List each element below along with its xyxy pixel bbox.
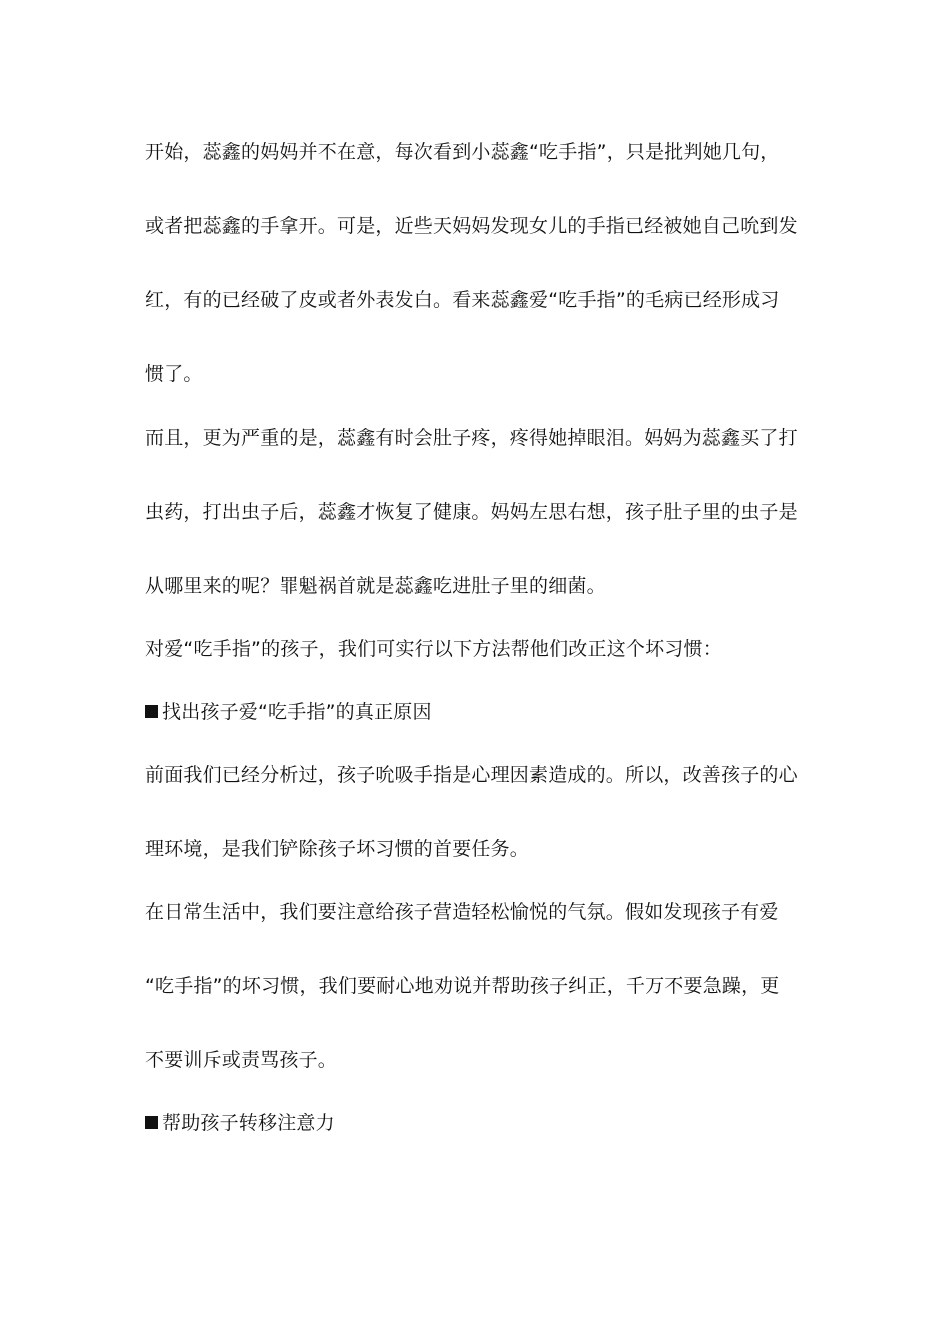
paragraph-2-line-3: 从哪里来的呢？罪魁祸首就是蕊鑫吃进肚子里的细菌。: [145, 575, 606, 597]
square-bullet-icon: [145, 1116, 158, 1129]
paragraph-5-line-3: 不要训斥或责骂孩子。: [145, 1049, 338, 1071]
paragraph-1-line-2: 或者把蕊鑫的手拿开。可是，近些天妈妈发现女儿的手指已经被她自己吮到发: [145, 215, 798, 237]
section-heading-2: [145, 1111, 805, 1135]
paragraph-3-line-1: 对爱“吃手指”的孩子，我们可实行以下方法帮他们改正这个坏习惯：: [145, 638, 722, 660]
paragraph-4-line-1: 前面我们已经分析过，孩子吮吸手指是心理因素造成的。所以，改善孩子的心: [145, 764, 798, 786]
section-heading-1-text: 找出孩子爱“吃手指”的真正原因: [162, 701, 432, 723]
paragraph-2-line-1: 而且，更为严重的是，蕊鑫有时会肚子疼，疼得她掉眼泪。妈妈为蕊鑫买了打: [145, 427, 798, 449]
section-heading-2-text: 帮助孩子转移注意力: [162, 1112, 335, 1134]
paragraph-4-line-2: 理环境，是我们铲除孩子坏习惯的首要任务。: [145, 838, 530, 860]
square-bullet-icon: [145, 705, 158, 718]
paragraph-5-line-1: 在日常生活中，我们要注意给孩子营造轻松愉悦的气氛。假如发现孩子有爱: [145, 901, 779, 923]
paragraph-1-line-1: 开始，蕊鑫的妈妈并不在意，每次看到小蕊鑫“吃手指”，只是批判她几句，: [145, 141, 780, 163]
paragraph-2-line-2: 虫药，打出虫子后，蕊鑫才恢复了健康。妈妈左思右想，孩子肚子里的虫子是: [145, 501, 798, 523]
paragraph-1-line-3: 红，有的已经破了皮或者外表发白。看来蕊鑫爱“吃手指”的毛病已经形成习: [145, 289, 780, 311]
paragraph-5-line-2: “吃手指”的坏习惯，我们要耐心地劝说并帮助孩子纠正，千万不要急躁，更: [145, 975, 780, 997]
paragraph-1-line-4: 惯了。: [145, 363, 203, 385]
section-heading-1: [145, 700, 805, 724]
